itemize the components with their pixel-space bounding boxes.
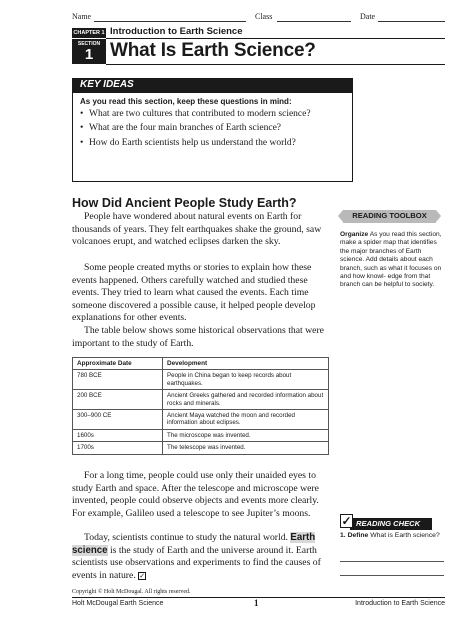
answer-line[interactable] (340, 561, 444, 562)
table-cell: 1600s (73, 429, 163, 441)
history-table (72, 357, 329, 455)
paragraph-5 (72, 532, 330, 582)
paragraph-1-text: People have wondered about natural events on Earth for thousands of years. They felt earthquakes shake the ground, saw volcanoes erupt, and watched eclipses darken the sky. (72, 211, 322, 248)
paragraph-4 (72, 470, 330, 520)
paragraph-2-text: Some people created myths or stories to explain how these events happened. Others carefully watched and studied these events. They tried to learn what caused the events. Each time someone discovered a possible cause, it helped people develop explanations for other events. (72, 262, 316, 324)
key-idea-item: • How do Earth scientists help us understand the world? (80, 138, 348, 150)
paragraph-5-start: Today, scientists continue to study the natural world. (84, 532, 288, 543)
section-number: 1 (84, 46, 94, 63)
table-row (73, 370, 329, 390)
paragraph-4-text: For a long time, people could use only their unaided eyes to study Earth and space. After the telescope and microscope were invented, people could observe objects and events more clearly. For example, Galileo used a telescope to see Jupiter’s moons. (72, 470, 319, 519)
paragraph-3 (72, 325, 330, 350)
table-cell: 200 BCE (73, 390, 163, 410)
key-ideas-label: KEY IDEAS (80, 79, 134, 90)
name-line[interactable] (94, 21, 246, 22)
class-line[interactable] (277, 21, 351, 22)
toolbox-body: As you read this section, make a spider map that identifies the major branches of Earth science. Add details about each branch, such as what it focuses on and how knowl- edge from that branch can be helpful to society. (340, 231, 442, 289)
table-cell: Ancient Maya watched the moon and recorded information about eclipses. (163, 410, 329, 430)
class-label: Class (255, 12, 273, 21)
table-row (73, 390, 329, 410)
key-idea-item: • What are two cultures that contributed to modern science? (80, 109, 348, 121)
table-cell: People in China began to keep records about earthquakes. (163, 370, 329, 390)
answer-line[interactable] (340, 575, 444, 576)
rc-lead: Define (347, 532, 369, 539)
table-cell: The microscope was invented. (163, 429, 329, 441)
table-cell: 780 BCE (73, 370, 163, 390)
footer-chapter-title: Introduction to Earth Science (355, 600, 445, 607)
paragraph-2 (72, 262, 330, 325)
table-cell: Ancient Greeks gathered and recorded information about rocks and minerals. (163, 390, 329, 410)
section-rule (106, 64, 445, 65)
table-header-row (73, 358, 329, 370)
reading-toolbox-text (340, 231, 444, 290)
table-row (73, 410, 329, 430)
table-cell: 1700s (73, 442, 163, 454)
chapter-rule (106, 38, 445, 39)
paragraph-1 (72, 211, 330, 249)
key-idea-item: • What are the four main branches of Earth science? (80, 123, 348, 135)
table-row (73, 429, 329, 441)
rc-question-text: What is Earth science? (370, 532, 440, 539)
section-title: What Is Earth Science? (110, 40, 316, 61)
paragraph-3-text: The table below shows some historical observations that were important to the study of Earth. (72, 325, 324, 349)
main-heading: How Did Ancient People Study Earth? (72, 196, 297, 210)
page-number: 1 (254, 598, 259, 608)
section-tag: SECTION (77, 41, 101, 47)
reading-check-label: READING CHECK (356, 519, 421, 528)
copyright: Copyright © Holt McDougal. All rights reserved. (72, 589, 191, 595)
table-row (73, 442, 329, 454)
reading-toolbox-label: READING TOOLBOX (352, 211, 427, 220)
table-header: Development (163, 358, 329, 370)
table-header: Approximate Date (73, 358, 163, 370)
key-ideas-list (80, 109, 348, 152)
name-label: Name (72, 12, 92, 21)
footer-book-title: Holt McDougal Earth Science (72, 600, 164, 607)
key-term: Earth science (72, 532, 316, 556)
chapter-title: Introduction to Earth Science (110, 26, 243, 37)
toolbox-lead: Organize (340, 231, 369, 238)
rc-number: 1. (340, 532, 346, 539)
section-badge (72, 39, 106, 64)
paragraph-5-end: is the study of Earth and the universe around it. Earth scientists use observations and experiments to find the causes of events in nature. (72, 544, 321, 581)
checkbox-icon[interactable]: ✓ (139, 571, 146, 580)
table-cell: The telescope was invented. (163, 442, 329, 454)
table-cell: 300–900 CE (73, 410, 163, 430)
date-line[interactable] (378, 21, 445, 22)
chapter-tag: CHAPTER 1 (73, 30, 105, 36)
date-label: Date (360, 12, 376, 21)
key-ideas-intro: As you read this section, keep these questions in mind: (80, 97, 292, 106)
reading-check-question (340, 532, 444, 541)
checkmark-icon: ✓ (341, 514, 352, 528)
